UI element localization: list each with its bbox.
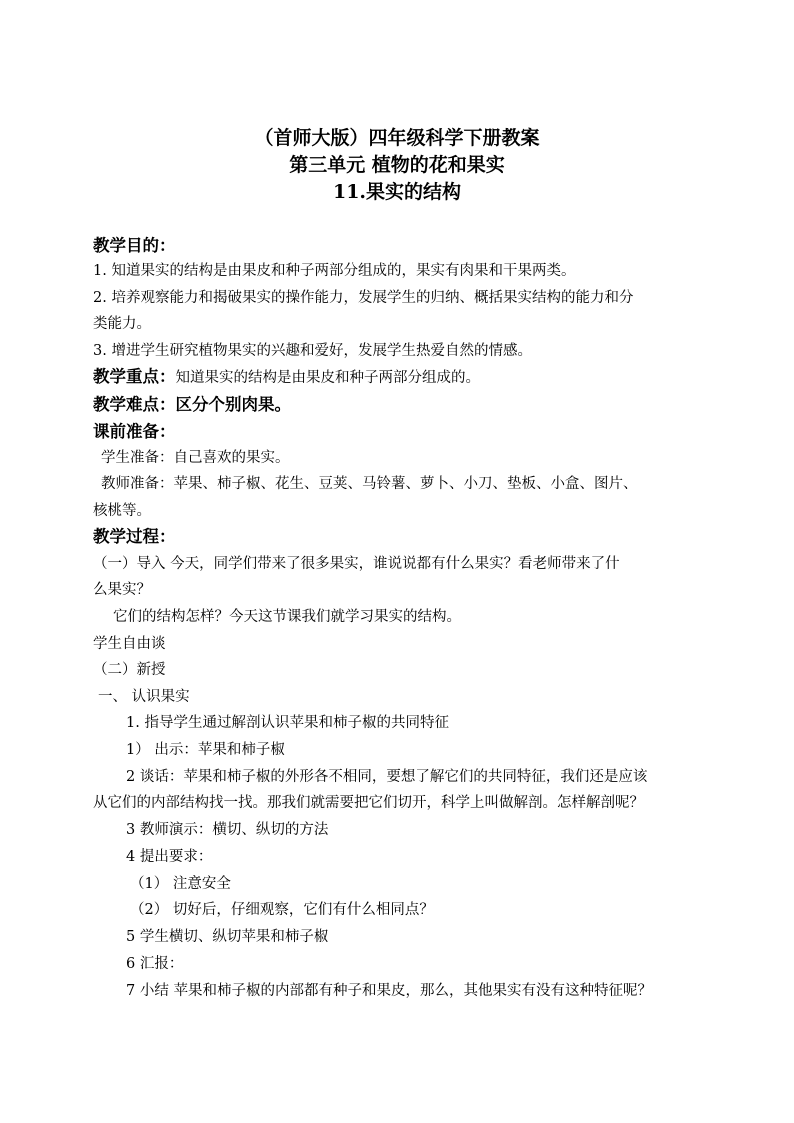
process-line-12: 4 提出要求： (126, 849, 213, 865)
preparation-heading: 课前准备： (93, 422, 176, 441)
preparation-line-3: 核桃等。 (93, 503, 151, 519)
process-line-16: 6 汇报： (126, 956, 184, 972)
key-point-text: 知道果实的结构是由果皮和种子两部分组成的。 (175, 370, 480, 386)
process-line-5: （二）新授 (93, 662, 166, 678)
document-title: （首师大版）四年级科学下册教案 (254, 127, 540, 149)
objective-line-2: 2. 培养观察能力和揭破果实的操作能力，发展学生的归纳、概括果实结构的能力和分 (93, 290, 634, 306)
unit-title: 第三单元 植物的花和果实 (289, 154, 505, 176)
process-line-1: （一）导入 今天，同学们带来了很多果实，谁说说都有什么果实？看老师带来了什 (93, 556, 620, 572)
process-line-17: 7 小结 苹果和柿子椒的内部都有种子和果皮，那么，其他果实有没有这种特征呢？ (126, 983, 652, 999)
objectives-heading: 教学目的： (93, 236, 176, 255)
preparation-line-2: 教师准备：苹果、柿子椒、花生、豆荚、马铃薯、萝卜、小刀、垫板、小盒、图片、 (101, 476, 638, 492)
difficulty-heading: 教学难点： (93, 395, 176, 414)
process-line-2: 么果实？ (93, 582, 151, 598)
process-line-7: 1. 指导学生通过解剖认识苹果和柿子椒的共同特征 (126, 715, 449, 731)
objective-line-4: 3. 增进学生研究植物果实的兴趣和爱好，发展学生热爱自然的情感。 (93, 343, 532, 359)
objective-line-1: 1. 知道果实的结构是由果皮和种子两部分组成的，果实有肉果和干果两类。 (93, 263, 576, 279)
process-line-3: 它们的结构怎样？今天这节课我们就学习果实的结构。 (113, 609, 461, 625)
difficulty-text: 区分个别肉果。 (175, 395, 291, 414)
process-line-10: 从它们的内部结构找一找。那我们就需要把它们切开，科学上叫做解剖。怎样解剖呢？ (93, 795, 644, 811)
process-line-14: （2） 切好后，仔细观察，它们有什么相同点？ (130, 902, 434, 918)
process-line-6: 一、 认识果实 (98, 689, 190, 705)
process-line-11: 3 教师演示：横切、纵切的方法 (126, 822, 329, 838)
process-line-4: 学生自由谈 (93, 636, 166, 652)
process-line-9: 2 谈话：苹果和柿子椒的外形各不相同，要想了解它们的共同特征，我们还是应该 (126, 769, 648, 785)
preparation-line-1: 学生准备：自己喜欢的果实。 (101, 450, 290, 466)
key-point (93, 366, 480, 389)
process-heading: 教学过程： (93, 527, 176, 546)
process-line-13: （1） 注意安全 (130, 876, 231, 892)
objective-line-3: 类能力。 (93, 316, 151, 332)
key-point-heading: 教学重点： (93, 367, 176, 386)
lesson-title: 11.果实的结构 (332, 181, 462, 203)
difficulty (93, 394, 291, 416)
process-line-15: 5 学生横切、纵切苹果和柿子椒 (126, 929, 329, 945)
process-line-8: 1） 出示：苹果和柿子椒 (126, 742, 285, 758)
